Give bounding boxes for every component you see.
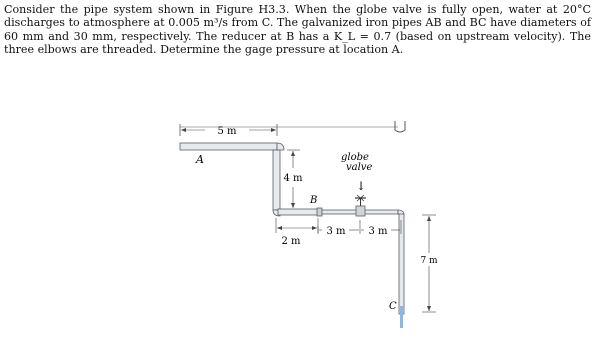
label-b: B	[310, 195, 318, 206]
dim-7m-label: 7 m	[420, 256, 438, 266]
dim-3m-right-label: 3 m	[368, 226, 388, 237]
dimension-2m	[276, 218, 318, 247]
dimension-5m	[180, 124, 277, 137]
dim-2m-label: 2 m	[281, 236, 301, 247]
problem-statement: Consider the pipe system shown in Figure H3.3. When the globe valve is fully open, water at 20°C discharges to atmosphere at 0.005 m³/s from C. The galvanized iron pipes AB and BC have diameters of 60 mm and 30 mm, respectively. The reducer at B has a K_L = 0.7 (based on upstream velocity). The three elbows are threaded. Determine the gage pressure at location A.	[4, 3, 591, 57]
dim-4m-label: 4 m	[283, 173, 303, 184]
top-right-marker-icon	[180, 121, 405, 132]
water-discharge	[400, 306, 403, 328]
reducer	[317, 208, 322, 216]
dim-3m-left-label: 3 m	[326, 226, 346, 237]
label-a: A	[196, 153, 204, 166]
dimension-7m	[420, 215, 438, 312]
dimension-4m	[283, 150, 303, 208]
annotation-arrow: ↓	[356, 179, 367, 193]
dim-5m-label: 5 m	[217, 126, 237, 137]
annotation-valve: valve	[346, 162, 373, 173]
label-c: C	[389, 301, 397, 312]
globe-valve-icon	[355, 195, 366, 216]
annotation-globe: globe	[341, 152, 369, 163]
dimension-3m-3m	[318, 220, 401, 237]
